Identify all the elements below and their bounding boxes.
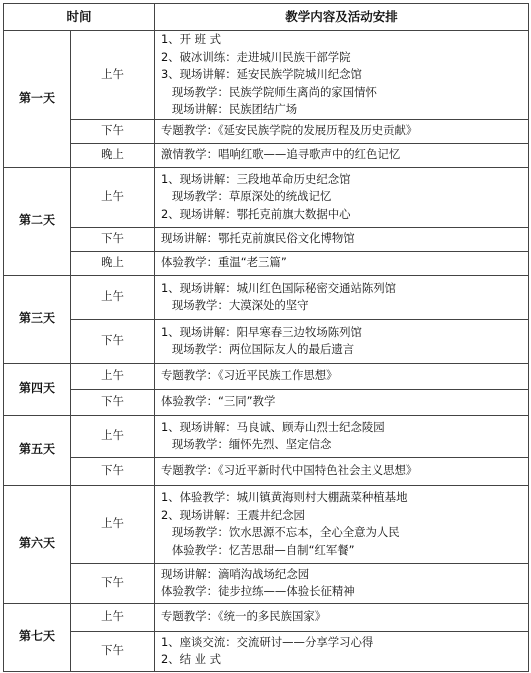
activity-line: 现场教学：两位国际友人的最后遗言 <box>161 342 355 356</box>
schedule-row <box>4 631 529 671</box>
schedule-row <box>4 415 529 457</box>
activity-line: 1、座谈交流：交流研讨——分享学习心得 <box>161 634 374 649</box>
activity-line: 专题教学：《延安民族学院的发展历程及历史贡献》 <box>161 123 418 138</box>
schedule-row <box>4 251 529 275</box>
schedule-body <box>4 31 529 672</box>
schedule-row <box>4 227 529 251</box>
activity-content <box>155 389 529 415</box>
activity-line: 现场教学：饮水思源不忘本，全心全意为人民 <box>161 525 400 539</box>
activity-line: 1、现场讲解：马良诚、顾寿山烈士纪念陵园 <box>161 419 385 434</box>
period-label: 晚上 <box>71 251 155 275</box>
schedule-row <box>4 319 529 363</box>
schedule-row <box>4 31 529 120</box>
activity-line: 现场讲解：民族团结广场 <box>161 102 298 116</box>
period-label: 上午 <box>71 485 155 563</box>
activity-content <box>155 457 529 485</box>
activity-content <box>155 275 529 319</box>
activity-content <box>155 603 529 631</box>
period-label: 下午 <box>71 457 155 485</box>
activity-line: 现场教学：草原深处的统战记忆 <box>161 189 332 204</box>
day-label: 第五天 <box>4 415 71 485</box>
schedule-row <box>4 389 529 415</box>
activity-line: 专题教学：《习近平新时代中国特色社会主义思想》 <box>161 463 418 478</box>
activity-line: 体验教学：“三同”教学 <box>161 394 276 409</box>
schedule-row <box>4 143 529 167</box>
activity-line: 2、破冰训练：走进城川民族干部学院 <box>161 49 351 64</box>
period-label: 下午 <box>71 227 155 251</box>
activity-content <box>155 251 529 275</box>
activity-content <box>155 631 529 671</box>
day-label: 第四天 <box>4 363 71 415</box>
period-label: 上午 <box>71 415 155 457</box>
activity-line: 1、开 班 式 <box>161 32 222 46</box>
activity-content <box>155 485 529 563</box>
activity-content <box>155 415 529 457</box>
activity-content <box>155 31 529 120</box>
day-label: 第三天 <box>4 275 71 363</box>
activity-line: 专题教学：《统一的多民族国家》 <box>161 609 327 624</box>
day-label: 第六天 <box>4 485 71 603</box>
activity-content <box>155 319 529 363</box>
activity-line: 1、现场讲解：城川红色国际秘密交通站陈列馆 <box>161 280 397 295</box>
period-label: 上午 <box>71 31 155 120</box>
activity-line: 2、现场讲解：鄂托克前旗大数据中心 <box>161 206 351 221</box>
period-label: 上午 <box>71 167 155 227</box>
schedule-row <box>4 603 529 631</box>
activity-line: 1、现场讲解：三段地革命历史纪念馆 <box>161 171 351 186</box>
schedule-row <box>4 363 529 389</box>
header-content: 教学内容及活动安排 <box>155 4 529 31</box>
schedule-row <box>4 457 529 485</box>
activity-line: 现场教学：缅怀先烈、坚定信念 <box>161 437 332 451</box>
schedule-row <box>4 167 529 227</box>
period-label: 下午 <box>71 631 155 671</box>
activity-content <box>155 119 529 143</box>
activity-line: 现场教学：大漠深处的坚守 <box>161 298 309 312</box>
period-label: 晚上 <box>71 143 155 167</box>
period-label: 下午 <box>71 563 155 603</box>
day-label: 第二天 <box>4 167 71 275</box>
period-label: 上午 <box>71 275 155 319</box>
activity-line: 2、结 业 式 <box>161 652 222 666</box>
day-label: 第七天 <box>4 603 71 671</box>
schedule-row <box>4 119 529 143</box>
header-row <box>4 4 529 31</box>
period-label: 上午 <box>71 603 155 631</box>
schedule-row <box>4 485 529 563</box>
activity-line: 现场讲解：鄂托克前旗民俗文化博物馆 <box>161 231 355 246</box>
activity-content <box>155 227 529 251</box>
period-label: 下午 <box>71 319 155 363</box>
activity-content <box>155 143 529 167</box>
activity-line: 1、体验教学：城川镇黄海则村大棚蔬菜种植基地 <box>161 490 408 504</box>
header-time: 时间 <box>4 4 155 31</box>
activity-content <box>155 563 529 603</box>
period-label: 上午 <box>71 363 155 389</box>
activity-line: 激情教学：唱响红歌——追寻歌声中的红色记忆 <box>161 147 401 162</box>
activity-content <box>155 167 529 227</box>
activity-content <box>155 363 529 389</box>
schedule-row <box>4 563 529 603</box>
period-label: 下午 <box>71 389 155 415</box>
day-label: 第一天 <box>4 31 71 168</box>
activity-line: 现场讲解：滴哨沟战场纪念园 <box>161 566 310 581</box>
activity-line: 体验教学：重温“老三篇” <box>161 255 287 270</box>
activity-line: 3、现场讲解：延安民族学院城川纪念馆 <box>161 67 362 81</box>
activity-line: 体验教学：徒步拉练——体验长征精神 <box>161 584 355 598</box>
activity-line: 体验教学：忆苦思甜—自制“红军餐” <box>161 542 355 557</box>
schedule-row <box>4 275 529 319</box>
schedule-table <box>3 3 529 672</box>
activity-line: 专题教学：《习近平民族工作思想》 <box>161 368 338 383</box>
activity-line: 2、现场讲解：王震井纪念园 <box>161 507 305 522</box>
activity-line: 现场教学：民族学院师生离尚的家国情怀 <box>161 84 377 99</box>
activity-line: 1、现场讲解：阳早寒春三边牧场陈列馆 <box>161 324 362 339</box>
period-label: 下午 <box>71 119 155 143</box>
